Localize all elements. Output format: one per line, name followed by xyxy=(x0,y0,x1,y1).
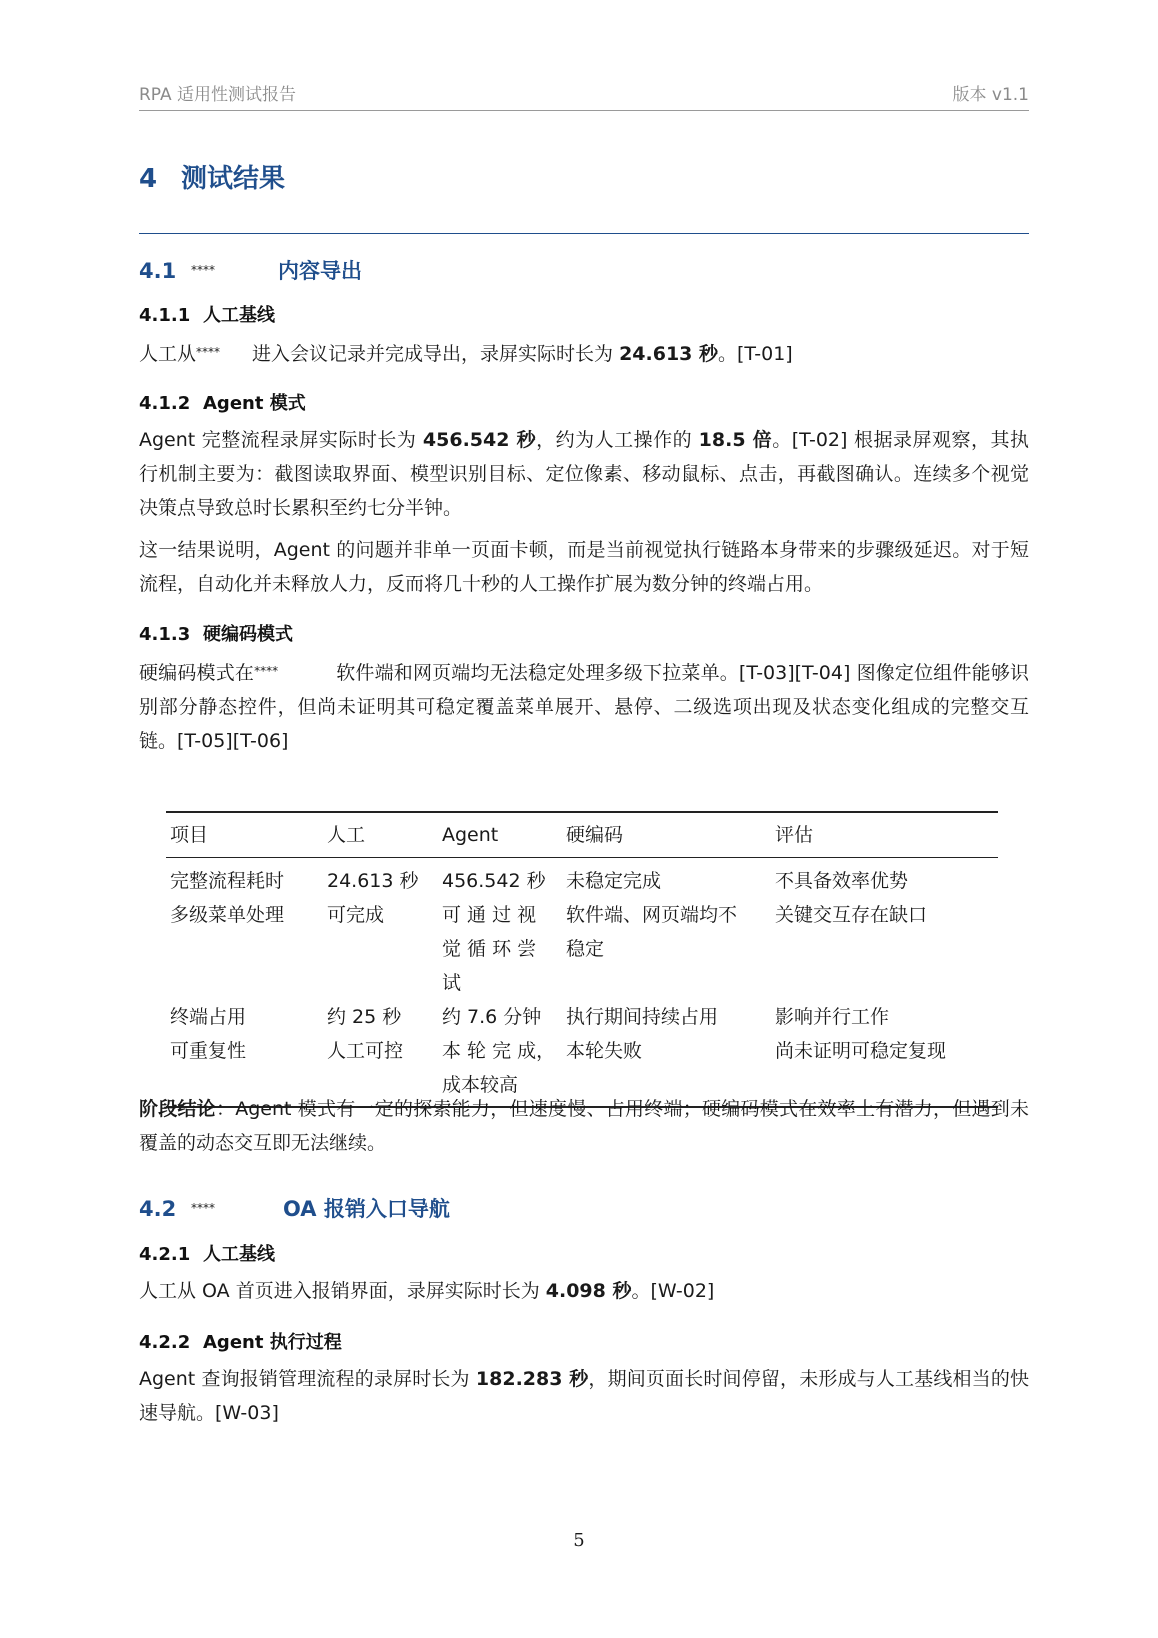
paragraph-4-2-1 xyxy=(139,1274,1029,1308)
table-cell: 24.613 秒 可完成 xyxy=(327,870,419,926)
text-span: 人工从 OA 首页进入报销界面，录屏实际时长为 xyxy=(139,1280,546,1302)
paragraph-4-2-2 xyxy=(139,1362,1029,1430)
text-span: Agent 查询报销管理流程的录屏时长为 xyxy=(139,1368,476,1390)
subsection-heading-4-1-1 xyxy=(139,301,275,327)
bold-value: 4.098 秒 xyxy=(545,1280,632,1302)
table-cell: 终端占用 可重复性 xyxy=(170,1006,247,1062)
subsection-heading-4-1-3 xyxy=(139,620,293,646)
stage-conclusion xyxy=(139,1092,1029,1160)
column-header: 人工 xyxy=(327,824,366,846)
table-row xyxy=(166,858,998,1001)
table-cell: 完整流程耗时 多级菜单处理 xyxy=(170,870,285,926)
bold-value: 182.283 秒 xyxy=(475,1368,589,1390)
chapter-number: 4 xyxy=(139,164,158,194)
paragraph-4-1-1 xyxy=(139,335,1029,371)
subsection-title: Agent 执行过程 xyxy=(203,1332,342,1353)
subsection-number: 4.1.2 xyxy=(139,393,191,414)
subsection-title: 硬编码模式 xyxy=(203,624,293,645)
subsection-number: 4.2.2 xyxy=(139,1332,191,1353)
section-number: 4.1 xyxy=(139,259,177,283)
text-span: 硬编码模式在 xyxy=(139,662,255,684)
table-cell: 未稳定完成 软件端、网页端均不 稳定 xyxy=(566,870,738,960)
header-version: 版本 v1.1 xyxy=(952,85,1029,105)
subsection-heading-4-2-1 xyxy=(139,1240,275,1266)
comparison-table xyxy=(166,811,998,1108)
table-cell: 约 25 秒 人工可控 xyxy=(327,1006,404,1062)
table-cell: 约 7.6 分钟 本 轮 完 成， 成本较高 xyxy=(442,1006,556,1096)
header-title: RPA 适用性测试报告 xyxy=(139,85,297,105)
running-header xyxy=(139,78,1029,111)
table-cell: 456.542 秒 可 通 过 视 觉 循 环 尝 试 xyxy=(442,870,546,994)
column-header: 评估 xyxy=(775,824,814,846)
column-header: 项目 xyxy=(170,824,209,846)
paragraph-4-1-2-b: 这一结果说明，Agent 的问题并非单一页面卡顿，而是当前视觉执行链路本身带来的步骤级延迟。对于短流程，自动化并未释放人力，反而将几十秒的人工操作扩展为数分钟的终端占用。 xyxy=(139,539,1029,595)
table-header-row xyxy=(166,812,998,858)
bold-value: 456.542 秒 xyxy=(422,429,537,451)
text-span: Agent 完整流程录屏实际时长为 xyxy=(139,429,423,451)
redacted-text: **** xyxy=(254,664,279,678)
paragraph-4-1-2-a xyxy=(139,423,1029,525)
section-title: 内容导出 xyxy=(278,259,362,283)
column-header: 硬编码 xyxy=(566,824,624,846)
section-heading-4-1 xyxy=(139,255,362,285)
redacted-text: **** xyxy=(191,263,215,277)
subsection-heading-4-1-2 xyxy=(139,389,306,415)
subsection-title: Agent 模式 xyxy=(203,393,306,414)
chapter-heading xyxy=(139,158,1029,234)
text-span: ，期间页面长时间停留，未形成与人工基线相当的快速导航。[W-03] xyxy=(139,1368,1029,1424)
page-number: 5 xyxy=(573,1530,585,1551)
redacted-text: **** xyxy=(196,345,221,359)
subsection-title: 人工基线 xyxy=(203,305,275,326)
subsection-number: 4.1.1 xyxy=(139,305,191,326)
table-row xyxy=(166,1000,998,1107)
text-span: 进入会议记录并完成导出，录屏实际时长为 xyxy=(252,343,620,365)
conclusion-label: 阶段结论 xyxy=(139,1098,216,1120)
column-header: Agent xyxy=(442,824,499,846)
subsection-number: 4.2.1 xyxy=(139,1244,191,1265)
text-span: 。[T-02] 根据录屏观察，其执行机制主要为：截图读取界面、模型识别目标、定位像素、移动鼠标、点击，再截图确认。连续多个视觉决策点导致总时长累积至约七分半钟。 xyxy=(139,429,1030,519)
text-span: 。[W-02] xyxy=(631,1280,715,1302)
section-heading-4-2 xyxy=(139,1193,450,1223)
subsection-heading-4-2-2 xyxy=(139,1328,342,1354)
text-span: ，约为人工操作的 xyxy=(536,429,699,451)
subsection-title: 人工基线 xyxy=(203,1244,275,1265)
text-span: 软件端和网页端均无法稳定处理多级下拉菜单。[T-03][T-04] 图像定位组件能够识别部分静态控件，但尚未证明其可稳定覆盖菜单展开、悬停、二级选项出现及状态变化组成的完整交互链。[T-05][T-06] xyxy=(139,662,1029,752)
paragraph-4-1-3 xyxy=(139,654,1029,758)
chapter-title: 测试结果 xyxy=(181,164,286,194)
text-span: 人工从 xyxy=(139,343,197,365)
bold-value: 24.613 秒 xyxy=(619,343,718,365)
table-cell: 不具备效率优势 关键交互存在缺口 xyxy=(775,870,928,926)
table-cell: 影响并行工作 尚未证明可稳定复现 xyxy=(775,1006,947,1062)
redacted-text: **** xyxy=(191,1201,215,1215)
text-span: ：Agent 模式有一定的探索能力，但速度慢、占用终端；硬编码模式在效率上有潜力，但遇到未覆盖的动态交互即无法继续。 xyxy=(139,1098,1029,1154)
section-title: OA 报销入口导航 xyxy=(283,1197,450,1221)
bold-value: 18.5 倍 xyxy=(698,429,773,451)
table-cell: 执行期间持续占用 本轮失败 xyxy=(566,1006,719,1062)
text-span: 。[T-01] xyxy=(718,343,793,365)
section-number: 4.2 xyxy=(139,1197,177,1221)
subsection-number: 4.1.3 xyxy=(139,624,191,645)
